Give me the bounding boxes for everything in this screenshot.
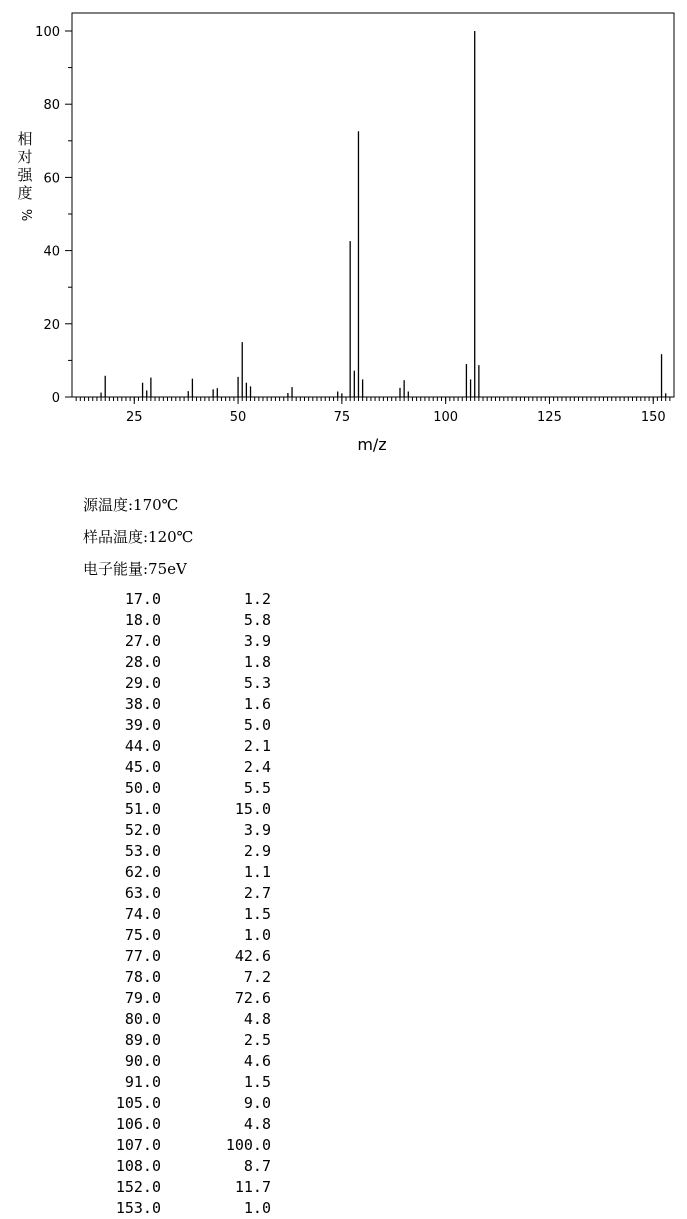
y-tick-label: 20 — [43, 317, 60, 333]
mz-value: 50.0 — [124, 779, 161, 797]
intensity-value: 8.7 — [243, 1157, 271, 1175]
electron-energy: 电子能量:75eV — [83, 560, 187, 578]
intensity-value: 72.6 — [234, 989, 271, 1007]
intensity-value: 2.4 — [243, 758, 271, 776]
intensity-value: 5.3 — [243, 674, 271, 692]
y-tick-label: 0 — [51, 391, 60, 406]
table-row — [100, 610, 271, 631]
table-row — [100, 1198, 271, 1219]
intensity-value: 3.9 — [243, 632, 271, 650]
table-row — [100, 883, 271, 904]
table-row — [100, 757, 271, 778]
intensity-value: 1.0 — [243, 926, 271, 944]
x-minor-ticks — [76, 397, 670, 401]
y-axis-unit: % — [17, 208, 33, 222]
y-tick-label: 40 — [43, 244, 60, 260]
sample-temperature: 样品温度:120℃ — [83, 528, 194, 546]
intensity-value: 11.7 — [234, 1178, 271, 1196]
mz-value: 62.0 — [124, 863, 161, 881]
intensity-value: 5.8 — [243, 611, 271, 629]
peak-bars — [101, 31, 666, 397]
x-tick-label: 125 — [537, 410, 562, 425]
table-row — [100, 1051, 271, 1072]
mz-value: 38.0 — [124, 695, 161, 713]
intensity-value: 9.0 — [243, 1094, 271, 1112]
mz-value: 39.0 — [124, 716, 161, 734]
peak-table — [100, 589, 271, 1219]
intensity-value: 7.2 — [243, 968, 271, 986]
y-axis-title-char: 强 — [17, 166, 33, 184]
table-row — [100, 694, 271, 715]
mass-spectrum-chart — [0, 0, 687, 470]
intensity-value: 1.5 — [243, 1073, 271, 1091]
mz-value: 105.0 — [115, 1094, 161, 1112]
table-row — [100, 904, 271, 925]
table-row — [100, 967, 271, 988]
mz-value: 77.0 — [124, 947, 161, 965]
mz-value: 74.0 — [124, 905, 161, 923]
mz-value: 153.0 — [115, 1199, 161, 1217]
table-row — [100, 778, 271, 799]
table-row — [100, 715, 271, 736]
intensity-value: 2.7 — [243, 884, 271, 902]
table-row — [100, 841, 271, 862]
y-ticks — [35, 25, 72, 406]
table-row — [100, 589, 271, 610]
mz-value: 63.0 — [124, 884, 161, 902]
y-axis-title-char: 相 — [17, 130, 33, 148]
x-tick-label: 50 — [229, 410, 247, 425]
table-row — [100, 1156, 271, 1177]
table-row — [100, 946, 271, 967]
mz-value: 17.0 — [124, 590, 161, 608]
intensity-value: 1.8 — [243, 653, 271, 671]
intensity-value: 42.6 — [234, 947, 271, 965]
table-row — [100, 1114, 271, 1135]
table-row — [100, 1177, 271, 1198]
x-tick-label: 150 — [640, 410, 666, 425]
y-axis-title-char: 度 — [17, 184, 33, 202]
mz-value: 108.0 — [115, 1157, 161, 1175]
mz-value: 152.0 — [115, 1178, 161, 1196]
mz-value: 28.0 — [124, 653, 161, 671]
y-tick-label: 80 — [43, 98, 60, 114]
intensity-value: 1.2 — [243, 590, 271, 608]
mz-value: 80.0 — [124, 1010, 161, 1028]
table-row — [100, 1093, 271, 1114]
intensity-value: 2.1 — [243, 737, 271, 755]
table-row — [100, 925, 271, 946]
mz-value: 91.0 — [124, 1073, 161, 1091]
x-tick-label: 100 — [433, 410, 459, 425]
table-row — [100, 736, 271, 757]
intensity-value: 1.0 — [243, 1199, 271, 1217]
mz-value: 89.0 — [124, 1031, 161, 1049]
table-row — [100, 1030, 271, 1051]
table-row — [100, 1135, 271, 1156]
mz-value: 78.0 — [124, 968, 161, 986]
table-row — [100, 988, 271, 1009]
plot-frame — [72, 13, 674, 397]
y-axis-title-char: 对 — [17, 148, 33, 166]
intensity-value: 2.9 — [243, 842, 271, 860]
mz-value: 52.0 — [124, 821, 161, 839]
mz-value: 29.0 — [124, 674, 161, 692]
intensity-value: 1.5 — [243, 905, 271, 923]
x-tick-label: 75 — [333, 410, 351, 425]
intensity-value: 1.6 — [243, 695, 271, 713]
mz-value: 106.0 — [115, 1115, 161, 1133]
intensity-value: 5.0 — [243, 716, 271, 734]
intensity-value: 5.5 — [243, 779, 271, 797]
mz-value: 44.0 — [124, 737, 161, 755]
table-row — [100, 652, 271, 673]
x-axis-title: m/z — [357, 435, 387, 454]
table-row — [100, 673, 271, 694]
source-temperature: 源温度:170℃ — [83, 496, 179, 514]
mz-value: 90.0 — [124, 1052, 161, 1070]
intensity-value: 3.9 — [243, 821, 271, 839]
intensity-value: 15.0 — [234, 800, 271, 818]
y-tick-label: 100 — [35, 25, 60, 40]
intensity-value: 4.8 — [243, 1115, 271, 1133]
mz-value: 45.0 — [124, 758, 161, 776]
table-row — [100, 1072, 271, 1093]
mz-value: 18.0 — [124, 611, 161, 629]
table-row — [100, 820, 271, 841]
x-major-ticks — [126, 397, 666, 425]
table-row — [100, 1009, 271, 1030]
table-row — [100, 862, 271, 883]
y-axis-title — [14, 130, 36, 224]
mz-value: 107.0 — [115, 1136, 161, 1154]
intensity-value: 1.1 — [243, 863, 271, 881]
table-row — [100, 799, 271, 820]
intensity-value: 2.5 — [243, 1031, 271, 1049]
table-row — [100, 631, 271, 652]
y-tick-label: 60 — [43, 171, 60, 187]
mz-value: 75.0 — [124, 926, 161, 944]
x-tick-label: 25 — [126, 410, 143, 425]
mz-value: 27.0 — [124, 632, 161, 650]
mz-value: 53.0 — [124, 842, 161, 860]
mz-value: 51.0 — [124, 800, 161, 818]
intensity-value: 4.6 — [243, 1052, 271, 1070]
intensity-value: 4.8 — [243, 1010, 271, 1028]
mz-value: 79.0 — [124, 989, 161, 1007]
intensity-value: 100.0 — [225, 1136, 271, 1154]
